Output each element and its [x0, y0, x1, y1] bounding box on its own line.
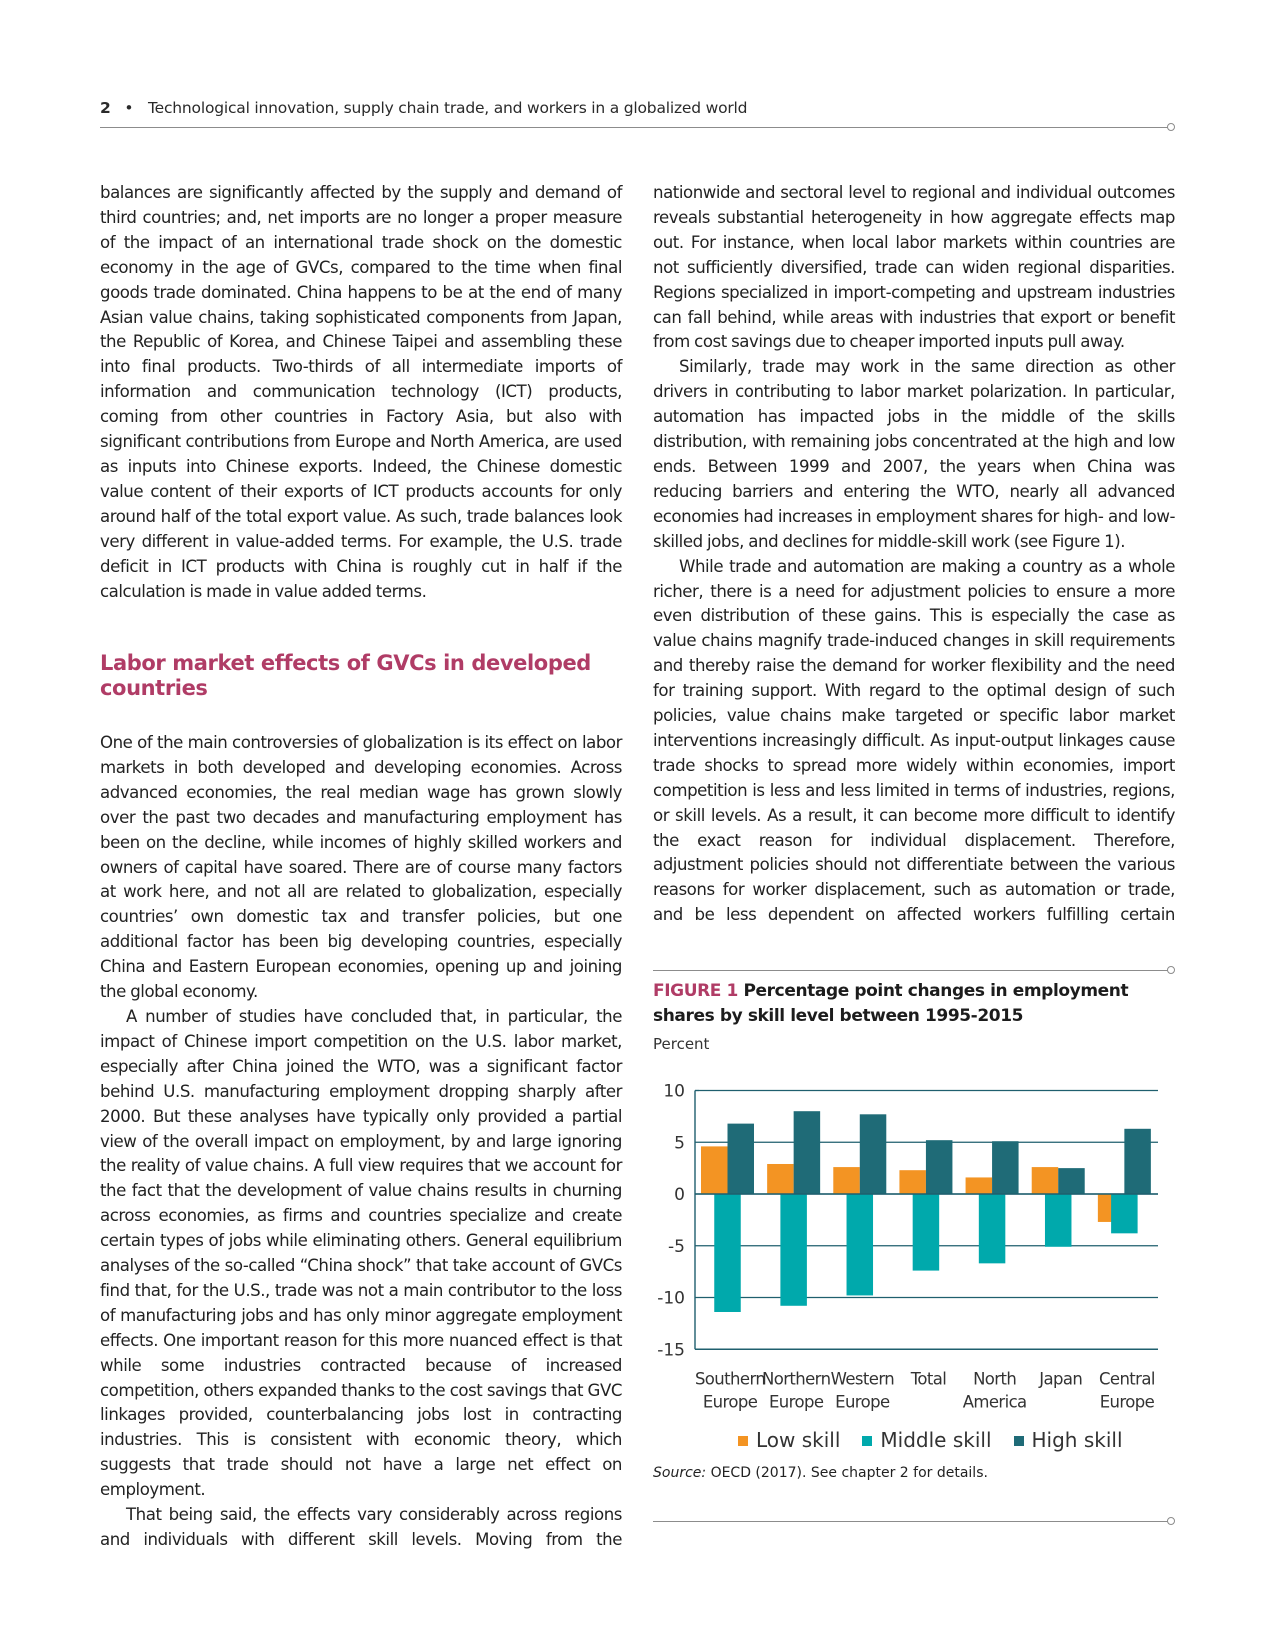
- legend-item: [862, 1428, 991, 1452]
- right-column: [653, 181, 1175, 928]
- bar-low-skill: [833, 1167, 860, 1194]
- bar-high-skill: [794, 1111, 821, 1194]
- bar-low-skill: [1032, 1167, 1059, 1194]
- legend-item: [1014, 1428, 1123, 1452]
- figure-source: [653, 1465, 988, 1481]
- x-category-label: Japan: [1039, 1369, 1083, 1389]
- paragraph: That being said, the effects vary considerably across regions and individuals with different skill levels. Moving from the: [100, 1505, 622, 1549]
- bar-high-skill: [1124, 1129, 1151, 1194]
- y-tick-label: 0: [674, 1185, 685, 1205]
- legend-label: High skill: [1031, 1428, 1123, 1452]
- bar-low-skill: [767, 1164, 793, 1194]
- header-rule-end-circle: [1167, 123, 1175, 131]
- running-title: Technological innovation, supply chain trade, and workers in a globalized world: [148, 99, 748, 117]
- figure-top-rule: [653, 970, 1168, 971]
- left-column-lower: [100, 731, 622, 1553]
- bar-high-skill: [926, 1140, 953, 1194]
- figure-bottom-rule-end-circle: [1167, 1517, 1175, 1525]
- x-category-label: Southern: [694, 1369, 766, 1389]
- figure-bottom-rule: [653, 1521, 1168, 1522]
- legend-label: Middle skill: [880, 1428, 992, 1452]
- chart-legend: [738, 1428, 1145, 1452]
- legend-label: Low skill: [756, 1428, 841, 1452]
- x-category-label: Northern: [761, 1369, 831, 1389]
- y-tick-label: 5: [674, 1133, 685, 1154]
- legend-item: [738, 1428, 840, 1452]
- header-rule: [100, 127, 1168, 128]
- figure-top-rule-end-circle: [1167, 966, 1175, 974]
- figure-unit-label: Percent: [653, 1035, 710, 1053]
- figure-title: [653, 979, 1183, 1028]
- bar-middle-skill: [780, 1194, 807, 1306]
- bar-middle-skill: [847, 1194, 874, 1295]
- source-text: OECD (2017). See chapter 2 for details.: [710, 1465, 988, 1481]
- y-tick-label: 10: [663, 1081, 685, 1102]
- paragraph: While trade and automation are making a country as a whole richer, there is a need for adjustment policies to ensure a more even distribution of these gains. This is especially the case as value chains magnify trade-induced changes in skill requirements and thereby raise the demand for worker flexibility and the need for training support. With regard to the optimal design of such policies, value chains make targeted or specific labor market interventions increasingly difficult. As input-output linkages cause trade shocks to spread more widely within economies, import competition is less and less limited in terms of industries, regions, or skill levels. As a result, it can become more difficult to identify the exact reason for individual displacement. Therefore, adjustment policies should not differentiate between the various reasons for worker displacement, such as automation or trade, and be less dependent on affected workers fulfilling certain: [653, 556, 1175, 925]
- x-category-label: Western: [830, 1369, 895, 1389]
- y-tick-label: -15: [657, 1340, 685, 1361]
- bar-chart: [640, 1060, 1180, 1412]
- paragraph: A number of studies have concluded that, in particular, the impact of Chinese import competition on the U.S. labor market, especially after China joined the WTO, was a significant factor behind U.S. manufacturing employment dropping sharply after 2000. But these analyses have typically only provided a partial view of the overall impact on employment, by and large ignoring the reality of value chains. A full view requires that we account for the fact that the development of value chains results in churning across economies, as firms and countries specialize and create certain types of jobs while eliminating others. General equilibrium analyses of the so-called “China shock” that take account of GVCs find that, for the U.S., trade was not a main contributor to the loss of manufacturing jobs and has only minor aggregate employment effects. One important reason for this more nuanced effect is that while some industries contracted because of increased competition, others expanded thanks to the cost savings that GVC linkages provided, counterbalancing jobs lost in contracting industries. This is consistent with economic theory, which suggests that trade should not have a large net effect on employment.: [100, 1006, 622, 1500]
- section-heading: Labor market effects of GVCs in developed countries: [100, 651, 591, 700]
- x-category-label: America: [962, 1392, 1027, 1412]
- x-category-label: North: [973, 1369, 1017, 1389]
- x-category-label: Europe: [768, 1392, 824, 1412]
- legend-swatch-icon: [862, 1436, 872, 1446]
- y-tick-label: -5: [668, 1236, 685, 1257]
- bar-low-skill: [966, 1177, 993, 1194]
- page-number: 2: [100, 99, 111, 117]
- figure-title-text: Percentage point changes in employment shares by skill level between 1995-2015: [653, 981, 1129, 1026]
- figure-label: FIGURE 1: [653, 981, 738, 1001]
- bar-high-skill: [860, 1114, 887, 1194]
- x-category-label: Europe: [835, 1392, 890, 1412]
- bar-middle-skill: [714, 1194, 741, 1312]
- left-column: [100, 181, 622, 604]
- x-category-label: Europe: [1099, 1392, 1155, 1412]
- paragraph: balances are significantly affected by the supply and demand of third countries; and, net imports are no longer a proper measure of the impact of an international trade shock on the domestic economy in the age of GVCs, compared to the time when final goods trade dominated. China happens to be at the end of many Asian value chains, taking sophisticated components from Japan, the Republic of Korea, and Chinese Taipei and assembling these into final products. Two-thirds of all intermediate imports of information and communication technology (ICT) products, coming from other countries in Factory Asia, but also with significant contributions from Europe and North America, are used as inputs into Chinese exports. Indeed, the Chinese domestic value content of their exports of ICT products accounts for only around half of the total export value. As such, trade balances look very different in value-added terms. For example, the U.S. trade deficit in ICT products with China is roughly cut in half if the calculation is made in value added terms.: [100, 183, 622, 601]
- bar-high-skill: [728, 1124, 755, 1194]
- bar-middle-skill: [1045, 1194, 1072, 1247]
- source-label: Source:: [653, 1465, 707, 1481]
- x-category-label: Europe: [702, 1392, 758, 1412]
- legend-swatch-icon: [1014, 1436, 1024, 1446]
- bar-low-skill: [701, 1146, 728, 1194]
- bar-high-skill: [1058, 1168, 1085, 1194]
- running-header: [100, 99, 747, 117]
- x-category-label: Central: [1098, 1369, 1155, 1389]
- bar-middle-skill: [1111, 1194, 1138, 1233]
- paragraph: Similarly, trade may work in the same direction as other drivers in contributing to labor market polarization. In particular, automation has impacted jobs in the middle of the skills distribution, with remaining jobs concentrated at the high and low ends. Between 1999 and 2007, the years when China was reducing barriers and entering the WTO, nearly all advanced economies had increases in employment shares for high- and low-skilled jobs, and declines for middle-skill work (see Figure 1).: [653, 357, 1175, 551]
- paragraph: nationwide and sectoral level to regional and individual outcomes reveals substantial heterogeneity in how aggregate effects map out. For instance, when local labor markets within countries are not sufficiently diversified, trade can widen regional disparities. Regions specialized in import-competing and upstream industries can fall behind, while areas with industries that export or benefit from cost savings due to cheaper imported inputs pull away.: [653, 183, 1175, 352]
- bar-middle-skill: [979, 1194, 1006, 1263]
- legend-swatch-icon: [738, 1436, 748, 1446]
- y-tick-label: -10: [657, 1288, 685, 1309]
- bar-low-skill: [899, 1170, 926, 1194]
- x-category-label: Total: [910, 1369, 947, 1389]
- paragraph: One of the main controversies of globalization is its effect on labor markets in both developed and developing economies. Across advanced economies, the real median wage has grown slowly over the past two decades and manufacturing employment has been on the decline, while incomes of highly skilled workers and owners of capital have soared. There are of course many factors at work here, and not all are related to globalization, especially countries’ own domestic tax and transfer policies, but one additional factor has been big developing countries, especially China and Eastern European economies, opening up and joining the global economy.: [100, 733, 622, 1002]
- bar-high-skill: [992, 1141, 1019, 1194]
- bar-middle-skill: [913, 1194, 940, 1271]
- bullet-separator: •: [124, 99, 134, 117]
